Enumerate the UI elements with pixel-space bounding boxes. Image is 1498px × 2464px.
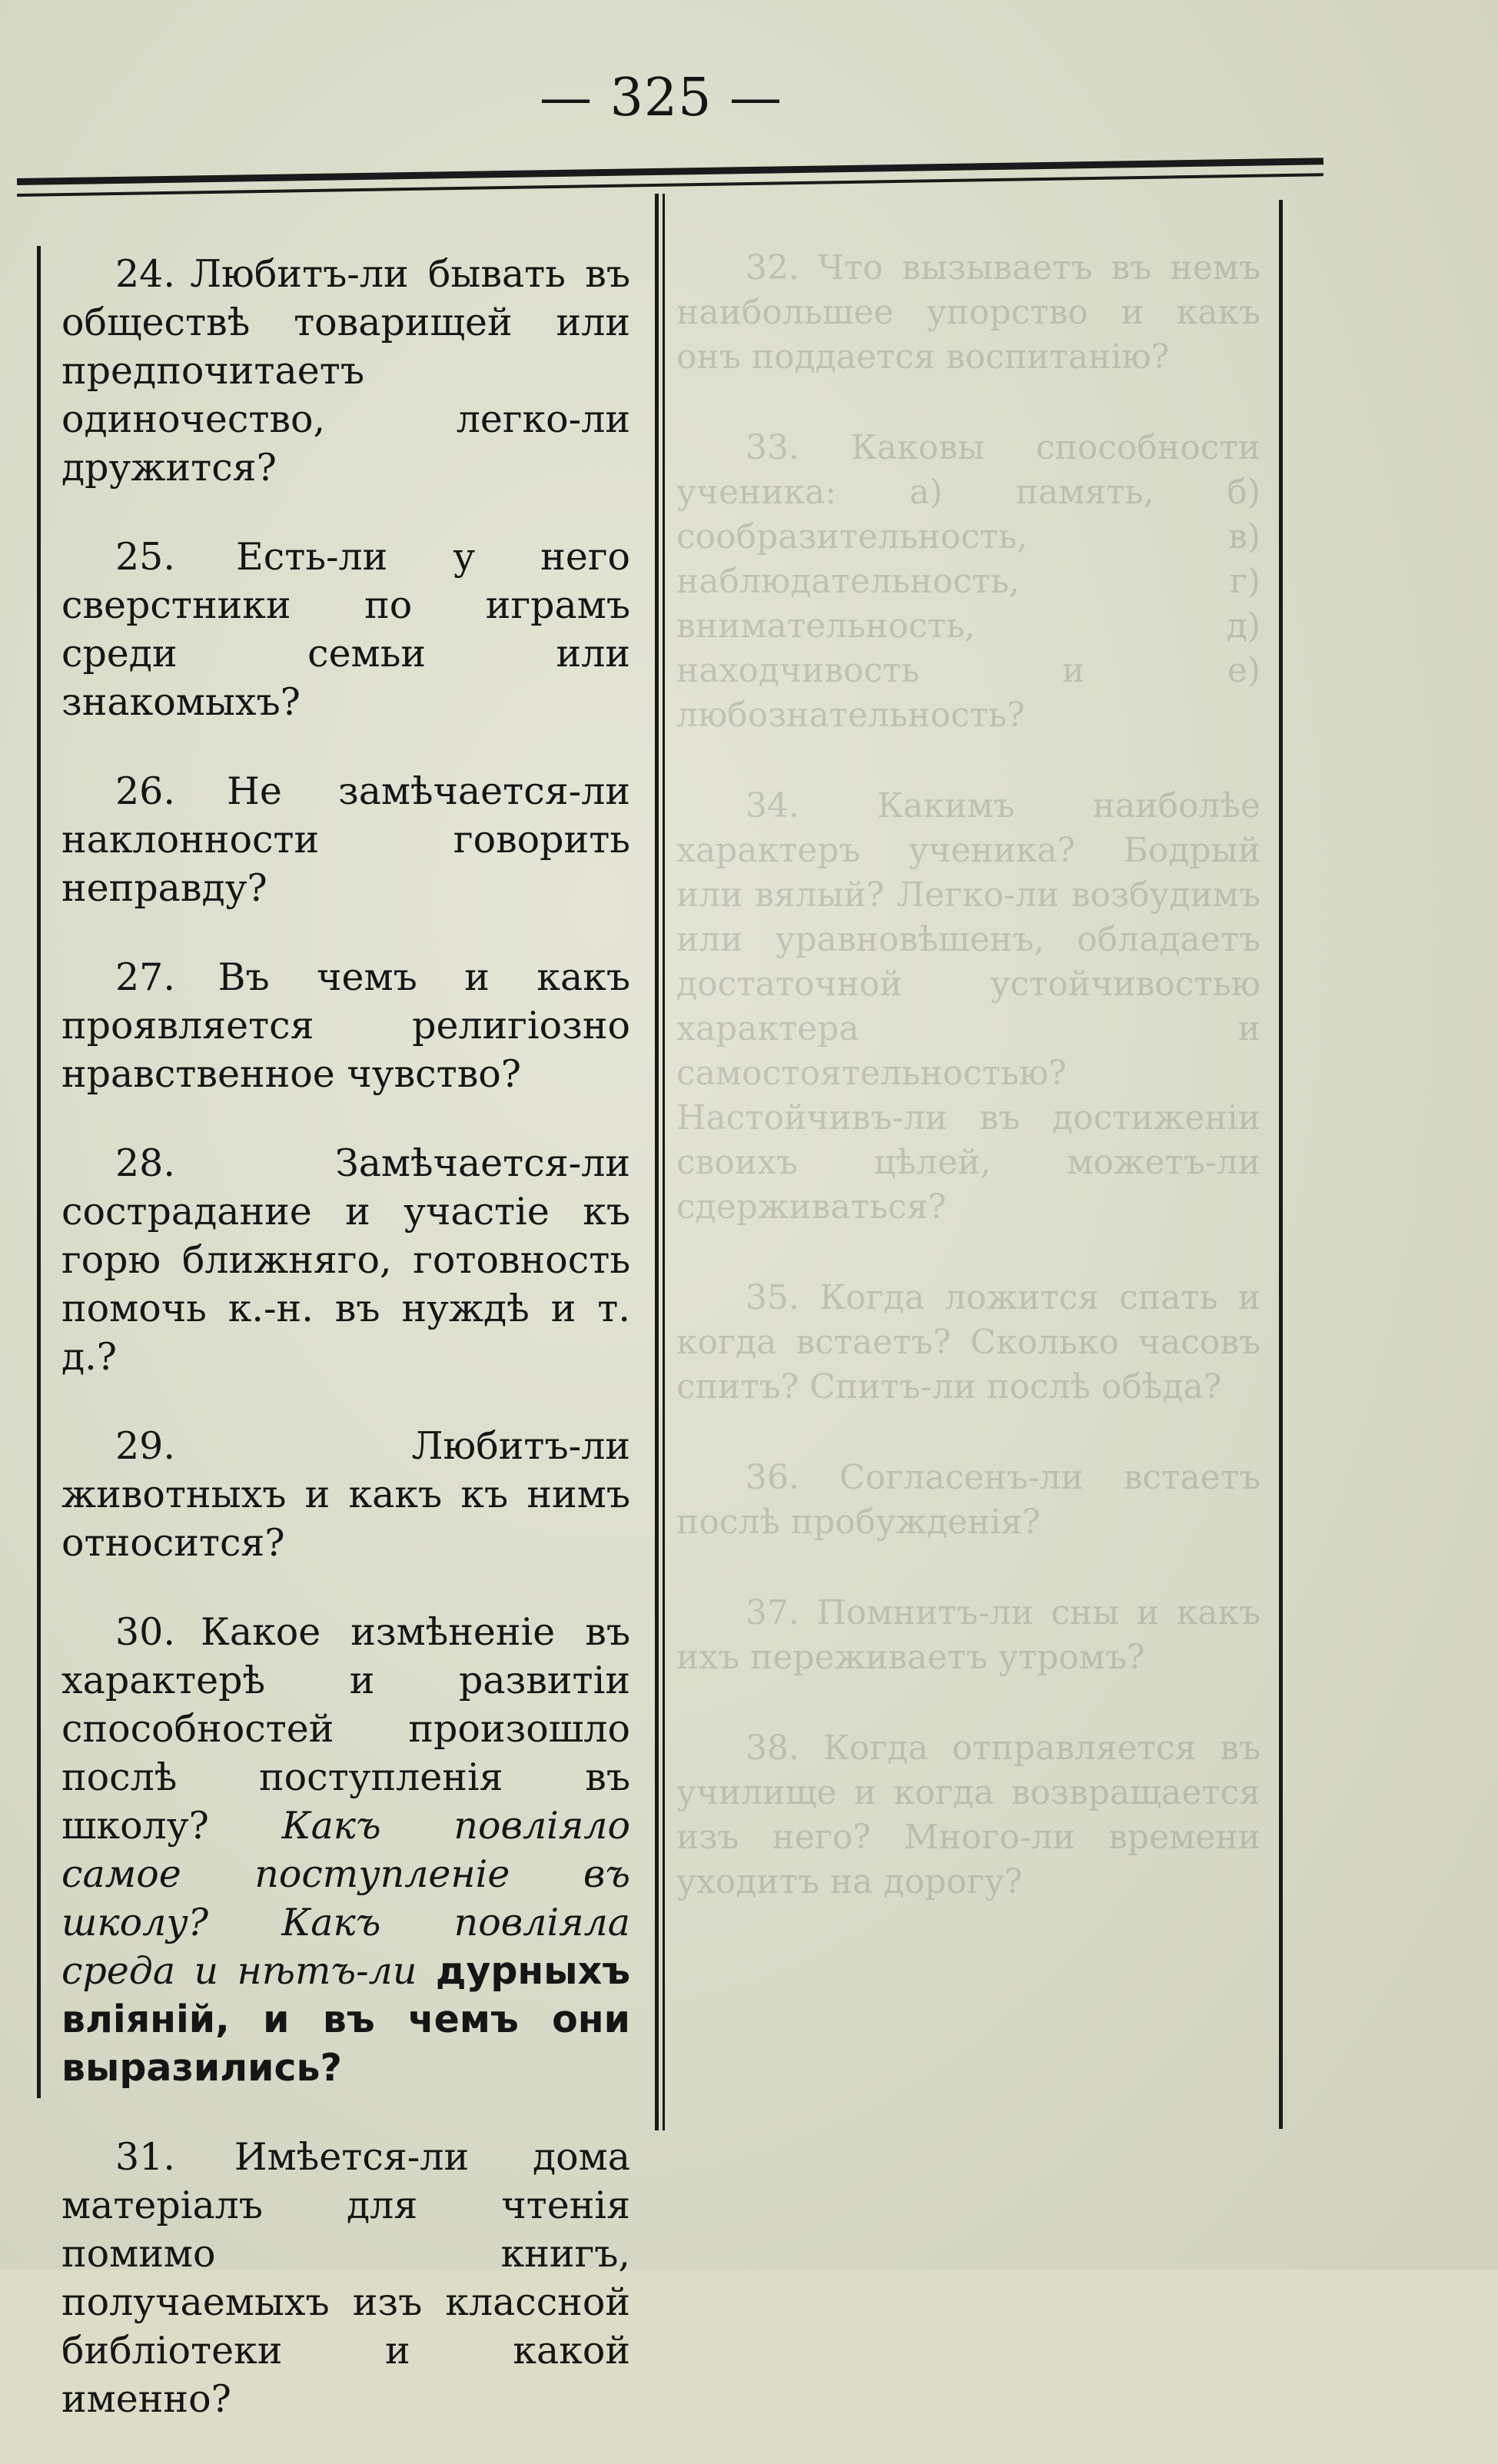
question-text: Когда ложится спать и когда встаетъ? Сколько часовъ спитъ? Спитъ-ли послѣ обѣда? bbox=[676, 1278, 1261, 1406]
question-text: Не замѣчается-ли наклонности говорить неправду? bbox=[61, 769, 630, 910]
question-30 bbox=[61, 1608, 630, 2092]
bleed-question-38 bbox=[676, 1726, 1261, 1904]
question-number: 32. bbox=[746, 248, 799, 287]
question-number: 36. bbox=[746, 1458, 799, 1497]
left-column bbox=[61, 250, 630, 2464]
left-border-line bbox=[37, 246, 41, 2098]
right-column-bleedthrough bbox=[676, 246, 1261, 1951]
column-divider-line bbox=[655, 194, 659, 2130]
question-text: Замѣчается-ли сострадание и участіе къ горю ближняго, готовность помочь к.-н. въ нуждѣ и т. д.? bbox=[61, 1141, 630, 1379]
question-28 bbox=[61, 1139, 630, 1381]
question-number: 34. bbox=[746, 786, 799, 825]
question-text: Есть-ли у него сверстники по играмъ среди семьи или знакомыхъ? bbox=[61, 535, 630, 724]
question-number: 26. bbox=[115, 769, 175, 813]
question-text: Когда отправляется въ училище и когда возвращается изъ него? Много-ли времени уходитъ на дорогу? bbox=[676, 1728, 1261, 1901]
question-number: 31. bbox=[115, 2135, 175, 2179]
question-29 bbox=[61, 1422, 630, 1567]
question-number: 35. bbox=[746, 1278, 799, 1317]
column-divider-line-2 bbox=[663, 194, 665, 2130]
question-text: Въ чемъ и какъ проявляется религіозно нравственное чувство? bbox=[61, 955, 631, 1096]
question-number: 38. bbox=[746, 1728, 799, 1768]
bleed-question-37 bbox=[676, 1591, 1261, 1680]
question-24 bbox=[61, 250, 630, 492]
question-27 bbox=[61, 953, 630, 1098]
question-text: Любитъ-ли животныхъ и какъ къ нимъ относится? bbox=[61, 1424, 630, 1565]
header-rule-thick bbox=[17, 158, 1324, 185]
bleed-question-32 bbox=[676, 246, 1261, 380]
question-text: Каковы способности ученика: а) память, б) сообразительность, в) наблюдательность, г) внимательность, д) находчивость и е) любознательность? bbox=[676, 428, 1261, 735]
right-border-line bbox=[1279, 200, 1283, 2129]
question-text: Любитъ-ли бывать въ обществѣ товарищей или предпочитаетъ одиночество, легко-ли дружится? bbox=[61, 252, 630, 490]
question-bold-text: дурныхъ вліяній, и въ чемъ они выразились? bbox=[61, 1949, 631, 2090]
question-number: 27. bbox=[115, 955, 175, 999]
question-text: Согласенъ-ли встаетъ послѣ пробужденія? bbox=[676, 1458, 1261, 1542]
question-number: 24. bbox=[115, 252, 175, 296]
question-number: 28. bbox=[115, 1141, 175, 1185]
question-31 bbox=[61, 2133, 630, 2423]
page-number: — 325 — bbox=[539, 68, 783, 128]
question-25 bbox=[61, 533, 630, 726]
question-italic-text: Какъ повліяло самое поступленіе въ школу? Какъ повліяла среда и нѣтъ-ли bbox=[61, 1804, 630, 1993]
bleed-question-35 bbox=[676, 1276, 1261, 1410]
question-26 bbox=[61, 767, 630, 912]
question-number: 25. bbox=[115, 535, 175, 579]
bleed-question-33 bbox=[676, 426, 1261, 738]
question-text: Какимъ наиболѣе характеръ ученика? Бодрый или вялый? Легко-ли возбудимъ или уравновѣшенъ, обладаетъ достаточной устойчивостью характера и самостоятельностью? Настойчивъ-ли въ достиженіи своихъ цѣлей, можетъ-ли сдерживаться? bbox=[676, 786, 1261, 1227]
question-text: Какое измѣненіе въ характерѣ и развитіи способностей произошло послѣ поступленія въ школу? bbox=[61, 1610, 630, 1848]
question-text: Имѣется-ли дома матеріалъ для чтенія помимо книгъ, получаемыхъ изъ классной библіотеки и какой именно? bbox=[61, 2135, 630, 2421]
question-text: Помнитъ-ли сны и какъ ихъ переживаетъ утромъ? bbox=[676, 1593, 1261, 1677]
question-number: 37. bbox=[746, 1593, 799, 1632]
bleed-question-34 bbox=[676, 784, 1261, 1230]
question-number: 29. bbox=[115, 1424, 175, 1468]
question-number: 30. bbox=[115, 1610, 175, 1654]
question-number: 33. bbox=[746, 428, 799, 467]
question-text: Что вызываетъ въ немъ наибольшее упорство и какъ онъ поддается воспитанію? bbox=[676, 248, 1261, 377]
bleed-question-36 bbox=[676, 1456, 1261, 1545]
